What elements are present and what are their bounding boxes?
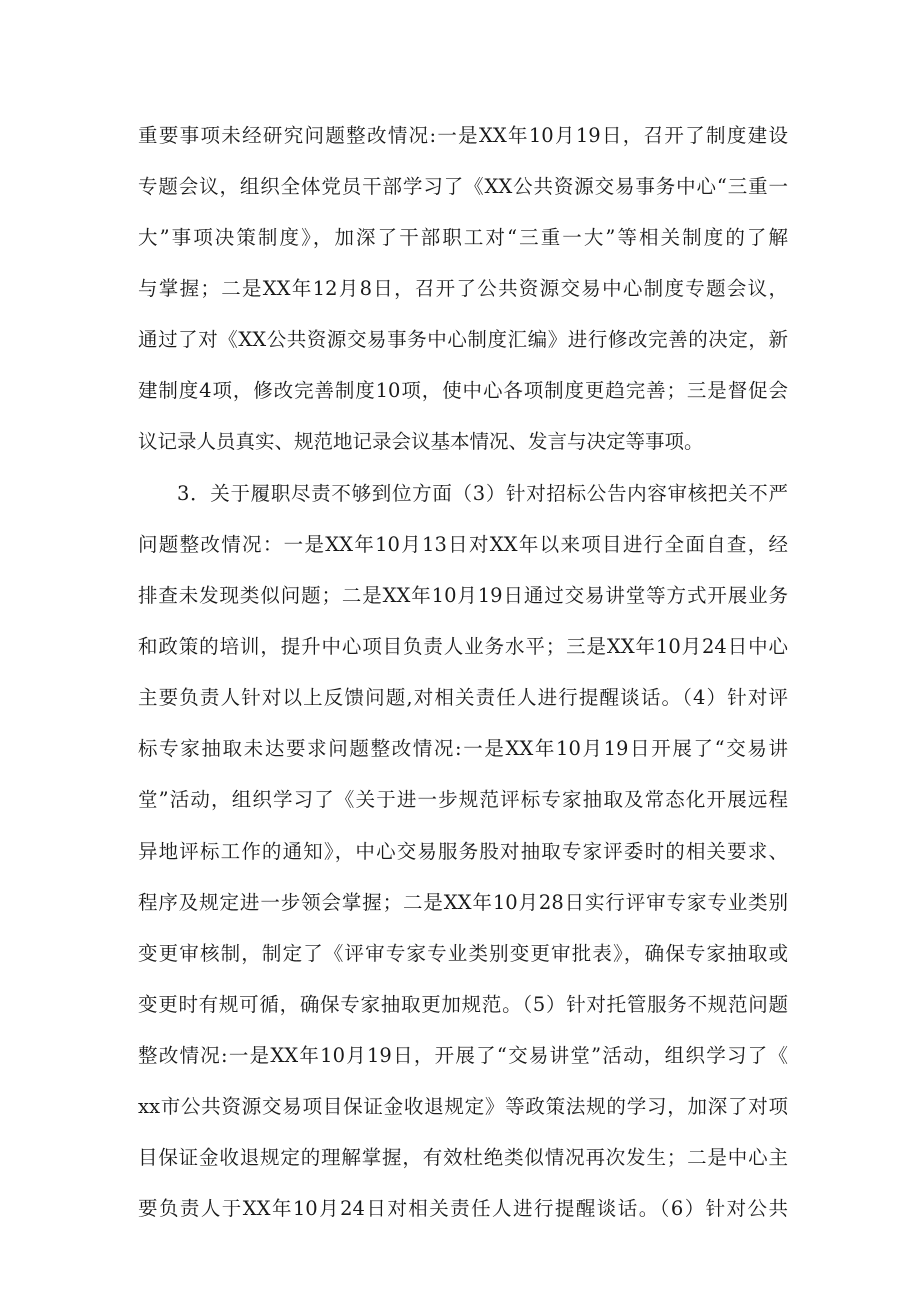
text-line: 和政策的培训，提升中心项目负责人业务水平；三是XX年10月24日中心 — [138, 635, 788, 658]
text-line: 变更时有规可循，确保专家抽取更加规范。（5）针对托管服务不规范问题 — [138, 993, 788, 1016]
text-line: 整改情况:一是XX年10月19日，开展了“交易讲堂”活动，组织学习了《 — [138, 1044, 788, 1067]
text-line: 与掌握；二是XX年12月8日，召开了公共资源交易中心制度专题会议， — [138, 277, 788, 300]
text-line: 问题整改情况：一是XX年10月13日对XX年以来项目进行全面自查，经 — [138, 533, 788, 556]
text-line: 堂”活动，组织学习了《关于进一步规范评标专家抽取及常态化开展远程 — [138, 788, 788, 811]
text-line: 异地评标工作的通知》，中心交易服务股对抽取专家评委时的相关要求、 — [138, 840, 788, 863]
text-line: 要负责人于XX年10月24日对相关责任人进行提醒谈话。（6）针对公共 — [138, 1197, 788, 1220]
text-line: 排查未发现类似问题；二是XX年10月19日通过交易讲堂等方式开展业务 — [138, 584, 788, 607]
text-line: 程序及规定进一步领会掌握；二是XX年10月28日实行评审专家专业类别 — [138, 891, 788, 914]
text-line: 大”事项决策制度》，加深了干部职工对“三重一大”等相关制度的了解 — [138, 226, 788, 249]
text-line: 专题会议，组织全体党员干部学习了《XX公共资源交易事务中心“三重一 — [138, 175, 788, 198]
text-line: 主要负责人针对以上反馈问题,对相关责任人进行提醒谈话。（4）针对评 — [138, 686, 788, 709]
text-line: 通过了对《XX公共资源交易事务中心制度汇编》进行修改完善的决定，新 — [138, 328, 788, 351]
text-line: 建制度4项，修改完善制度10项，使中心各项制度更趋完善；三是督促会 — [138, 379, 788, 402]
text-line: 重要事项未经研究问题整改情况:一是XX年10月19日，召开了制度建设 — [138, 124, 788, 147]
text-line: xx市公共资源交易项目保证金收退规定》等政策法规的学习，加深了对项 — [138, 1095, 788, 1118]
text-line: 变更审核制，制定了《评审专家专业类别变更审批表》，确保专家抽取或 — [138, 942, 788, 965]
text-line: 议记录人员真实、规范地记录会议基本情况、发言与决定等事项。 — [138, 430, 704, 453]
text-line: 目保证金收退规定的理解掌握，有效杜绝类似情况再次发生；二是中心主 — [138, 1146, 788, 1169]
text-line: 3．关于履职尽责不够到位方面（3）针对招标公告内容审核把关不严 — [177, 482, 788, 505]
text-line: 标专家抽取未达要求问题整改情况:一是XX年10月19日开展了“交易讲 — [138, 737, 788, 760]
